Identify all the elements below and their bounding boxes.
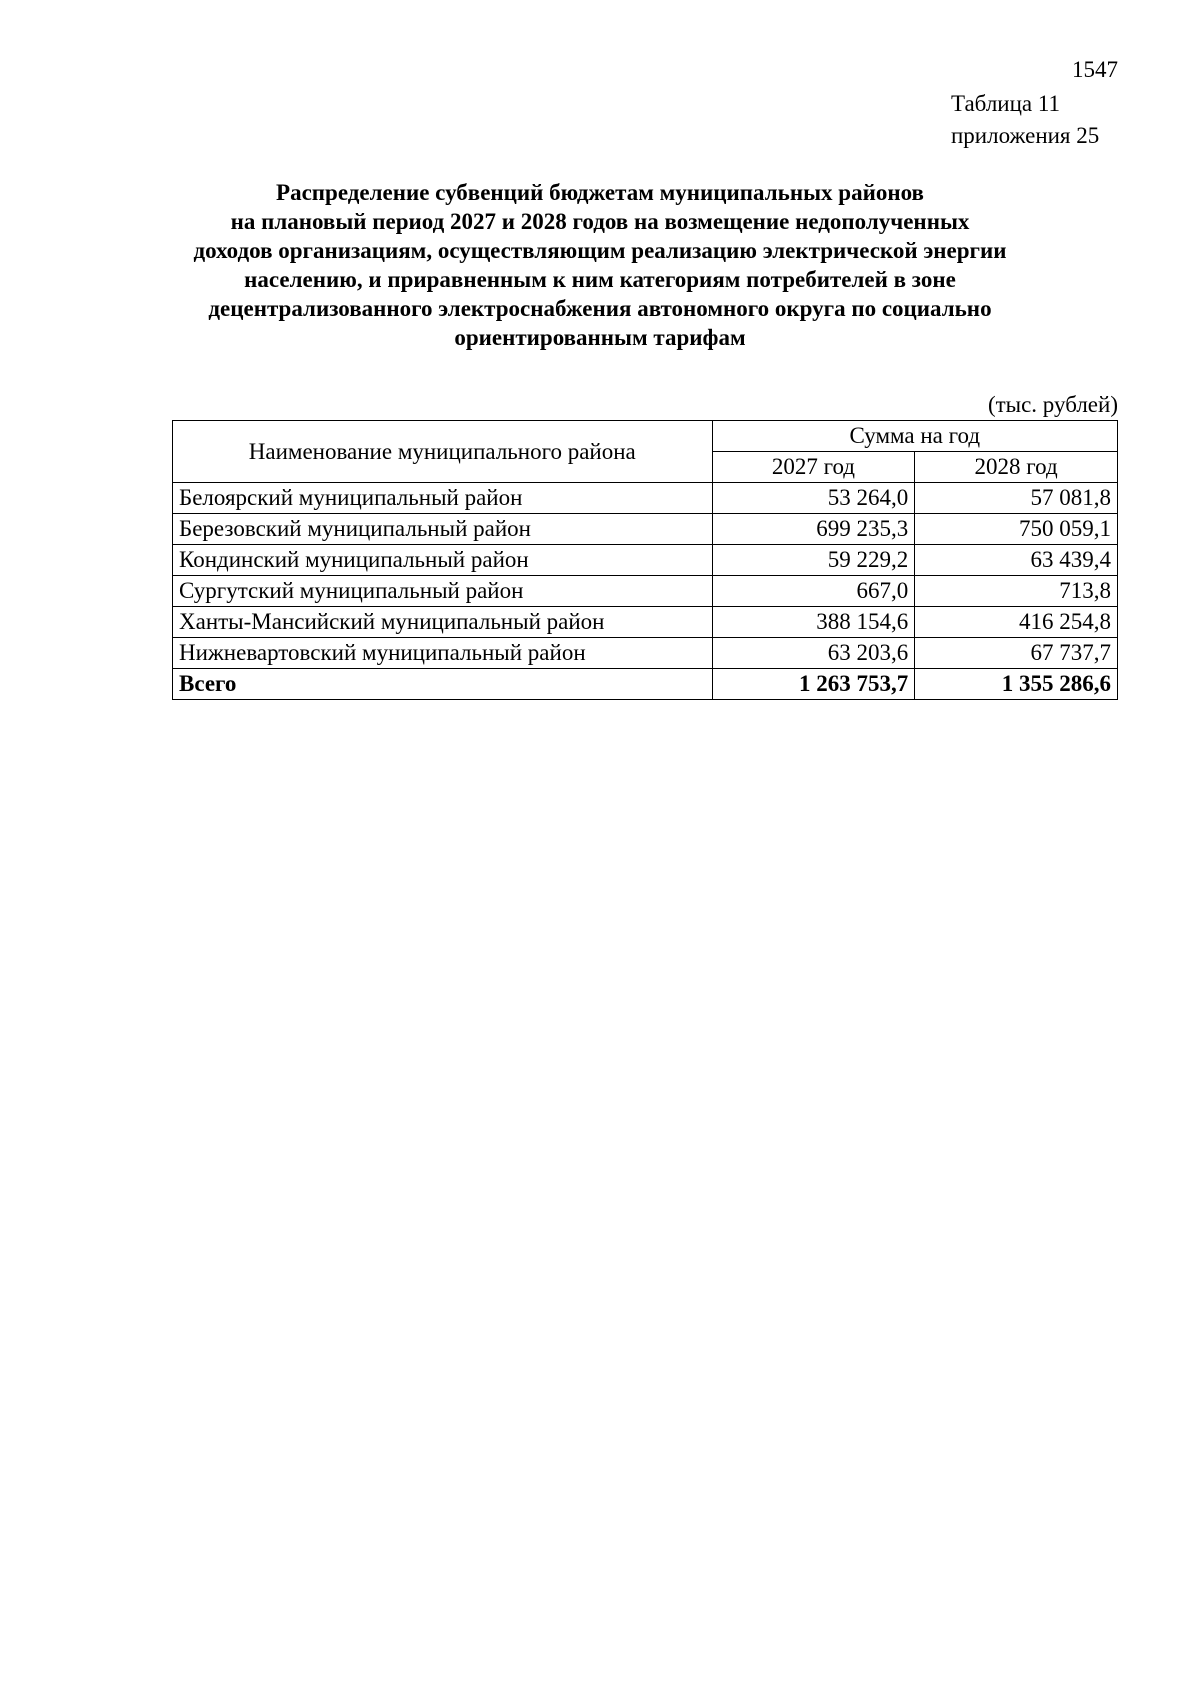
title-line: доходов организациям, осуществляющим реализацию электрической энергии	[193, 238, 1007, 263]
subvention-table	[172, 420, 1118, 700]
amount-2027-cell: 59 229,2	[712, 545, 915, 576]
amount-2028-cell: 750 059,1	[915, 514, 1118, 545]
district-name-cell: Березовский муниципальный район	[173, 514, 713, 545]
title-line: ориентированным тарифам	[454, 325, 746, 350]
table-row	[173, 483, 1118, 514]
amount-2027-cell: 388 154,6	[712, 607, 915, 638]
total-label-cell: Всего	[173, 669, 713, 700]
table-row	[173, 514, 1118, 545]
table-row	[173, 638, 1118, 669]
district-name-cell: Нижневартовский муниципальный район	[173, 638, 713, 669]
table-reference	[951, 88, 1099, 152]
total-2028-cell: 1 355 286,6	[915, 669, 1118, 700]
district-name-cell: Ханты-Мансийский муниципальный район	[173, 607, 713, 638]
document-title	[140, 178, 1060, 352]
amount-2027-cell: 53 264,0	[712, 483, 915, 514]
page-number: 1547	[1072, 57, 1118, 82]
total-2027-cell: 1 263 753,7	[712, 669, 915, 700]
table-row	[173, 607, 1118, 638]
table-ref-line1: Таблица 11	[951, 91, 1061, 116]
column-header-2027: 2027 год	[712, 452, 915, 483]
amount-2027-cell: 699 235,3	[712, 514, 915, 545]
column-header-group: Сумма на год	[712, 421, 1117, 452]
amount-2028-cell: 67 737,7	[915, 638, 1118, 669]
amount-2027-cell: 63 203,6	[712, 638, 915, 669]
title-line: децентрализованного электроснабжения автономного округа по социально	[208, 296, 992, 321]
title-line: Распределение субвенций бюджетам муниципальных районов	[276, 180, 924, 205]
total-row	[173, 669, 1118, 700]
amount-2028-cell: 57 081,8	[915, 483, 1118, 514]
column-header-2028: 2028 год	[915, 452, 1118, 483]
amount-2028-cell: 713,8	[915, 576, 1118, 607]
column-header-name: Наименование муниципального района	[173, 421, 713, 483]
district-name-cell: Сургутский муниципальный район	[173, 576, 713, 607]
title-line: населению, и приравненным к ним категориям потребителей в зоне	[244, 267, 956, 292]
amount-2028-cell: 63 439,4	[915, 545, 1118, 576]
district-name-cell: Кондинский муниципальный район	[173, 545, 713, 576]
amount-2028-cell: 416 254,8	[915, 607, 1118, 638]
table-row	[173, 545, 1118, 576]
amount-2027-cell: 667,0	[712, 576, 915, 607]
table-ref-line2: приложения 25	[951, 123, 1100, 148]
table-header-row	[173, 421, 1118, 452]
table-row	[173, 576, 1118, 607]
title-line: на плановый период 2027 и 2028 годов на возмещение недополученных	[230, 209, 970, 234]
units-label: (тыс. рублей)	[987, 392, 1118, 417]
district-name-cell: Белоярский муниципальный район	[173, 483, 713, 514]
